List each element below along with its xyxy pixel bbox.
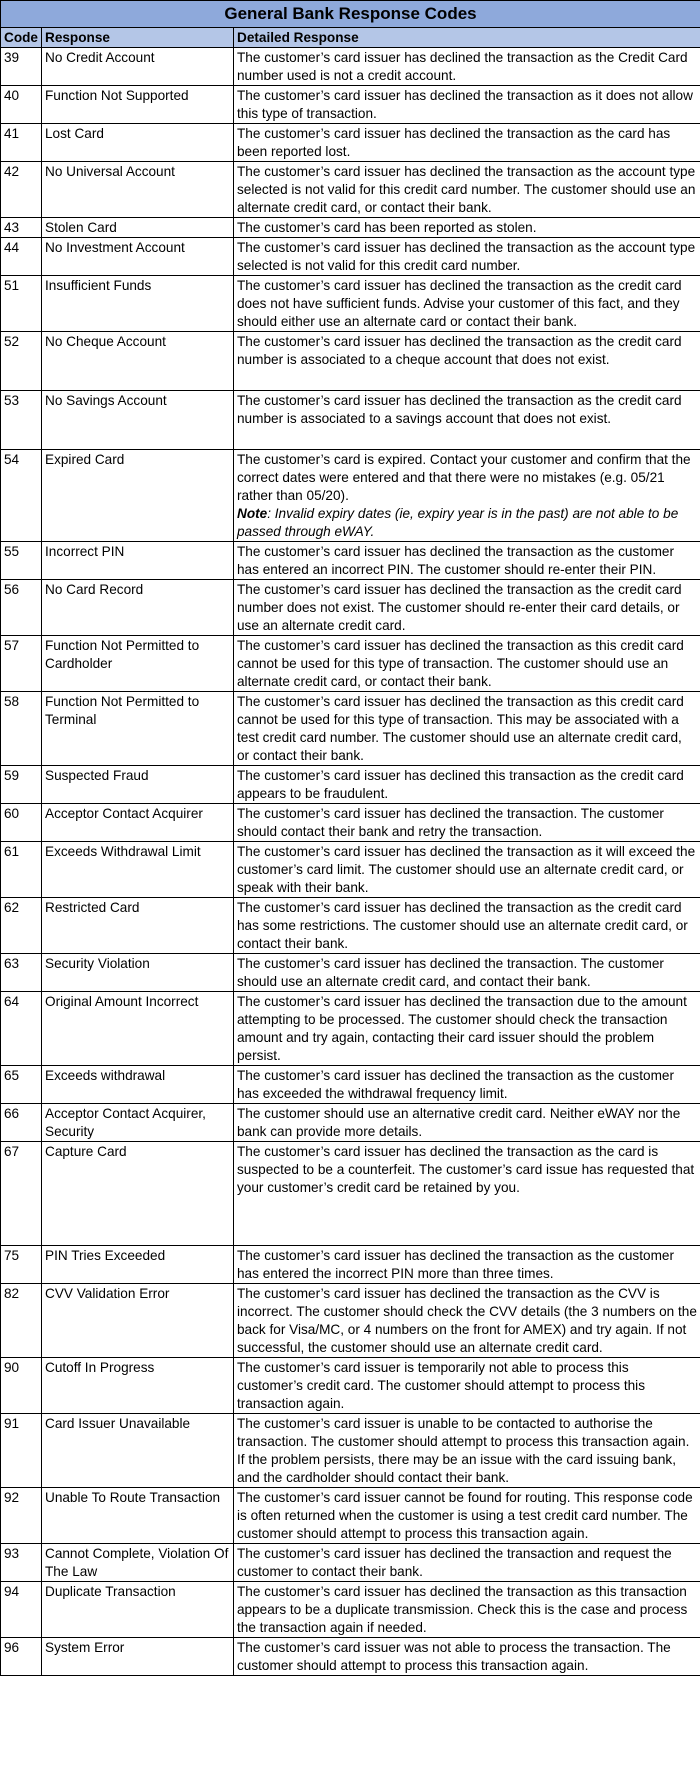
note-text: : Invalid expiry dates (ie, expiry year is in the past) are not able to be passed through eWAY. [237, 506, 679, 539]
detail-text: The customer’s card issuer has declined the transaction as the credit card has some restrictions. The customer should use an alternate credit card, or contact their bank. [237, 900, 688, 951]
response-cell: Unable To Route Transaction [42, 1488, 234, 1544]
detail-text: The customer’s card issuer has declined the transaction and request the customer to contact their bank. [237, 1546, 672, 1579]
response-cell: Security Violation [42, 954, 234, 992]
detail-text: The customer’s card issuer has declined the transaction as the customer has entered an incorrect PIN. The customer should re-enter their PIN. [237, 544, 674, 577]
detail-cell [234, 766, 700, 804]
detail-cell [234, 1414, 700, 1488]
detail-cell [234, 1638, 700, 1676]
detail-cell [234, 1358, 700, 1414]
code-cell: 39 [1, 48, 42, 86]
detail-cell [234, 86, 700, 124]
response-cell: Cutoff In Progress [42, 1358, 234, 1414]
column-header-code: Code [1, 28, 42, 48]
detail-cell [234, 391, 700, 450]
detail-text: The customer’s card issuer has declined this transaction as the credit card appears to be fraudulent. [237, 768, 684, 801]
detail-text: The customer’s card issuer has declined the transaction as the customer has entered the incorrect PIN more than three times. [237, 1248, 674, 1281]
detail-text: The customer’s card issuer has declined the transaction as this transaction appears to be a duplicate transmission. Check this is the case and process the transaction again if needed. [237, 1584, 688, 1635]
table-body [1, 48, 700, 1676]
table-row [1, 1544, 700, 1582]
response-cell: Function Not Permitted to Cardholder [42, 636, 234, 692]
detail-cell [234, 542, 700, 580]
response-cell: Capture Card [42, 1142, 234, 1246]
detail-text: The customer’s card issuer has declined the transaction as the Credit Card number used is not a credit account. [237, 50, 688, 83]
table-row [1, 898, 700, 954]
code-cell: 43 [1, 218, 42, 238]
table-row [1, 1488, 700, 1544]
detail-note [237, 505, 697, 541]
code-cell: 51 [1, 276, 42, 332]
table-row [1, 86, 700, 124]
code-cell: 61 [1, 842, 42, 898]
code-cell: 59 [1, 766, 42, 804]
table-row [1, 450, 700, 542]
table-row [1, 580, 700, 636]
detail-cell [234, 1142, 700, 1246]
detail-cell [234, 1284, 700, 1358]
detail-cell [234, 580, 700, 636]
code-cell: 93 [1, 1544, 42, 1582]
table-row [1, 1142, 700, 1246]
detail-cell [234, 992, 700, 1066]
table-row [1, 692, 700, 766]
response-cell: No Investment Account [42, 238, 234, 276]
response-cell: Expired Card [42, 450, 234, 542]
detail-text: The customer’s card issuer is temporarily not able to process this customer’s credit card. The customer should attempt to process this transaction again. [237, 1360, 645, 1411]
code-cell: 53 [1, 391, 42, 450]
detail-text: The customer’s card issuer has declined the transaction as the card is suspected to be a counterfeit. The customer’s card issue has requested that your customer’s credit card be retained by you. [237, 1144, 695, 1195]
detail-text: The customer’s card issuer has declined the transaction as the CVV is incorrect. The customer should check the CVV details (the 3 numbers on the back for Visa/MC, or 4 numbers on the front for AMEX) and try again. If not successful, the customer should use an alternate credit card. [237, 1286, 697, 1355]
detail-text: The customer’s card issuer has declined the transaction as the card has been reported lost. [237, 126, 671, 159]
detail-text: The customer’s card issuer is unable to be contacted to authorise the transaction. The customer should attempt to process this transaction again. [237, 1416, 690, 1449]
detail-cell [234, 332, 700, 391]
detail-text: The customer’s card issuer was not able to process the transaction. The customer should attempt to process this transaction again. [237, 1640, 671, 1673]
detail-cell [234, 1104, 700, 1142]
code-cell: 94 [1, 1582, 42, 1638]
code-cell: 64 [1, 992, 42, 1066]
response-cell: CVV Validation Error [42, 1284, 234, 1358]
detail-text: The customer’s card issuer has declined the transaction as it will exceed the customer’s card limit. The customer should use an alternate credit card, or speak with their bank. [237, 844, 696, 895]
detail-text: The customer’s card issuer has declined the transaction as the credit card number is associated to a cheque account that does not exist. [237, 334, 682, 367]
table-row [1, 766, 700, 804]
table-row [1, 804, 700, 842]
table-row [1, 1582, 700, 1638]
response-cell: Duplicate Transaction [42, 1582, 234, 1638]
table-row [1, 1246, 700, 1284]
table-row [1, 842, 700, 898]
response-cell: Incorrect PIN [42, 542, 234, 580]
code-cell: 57 [1, 636, 42, 692]
detail-cell [234, 1544, 700, 1582]
response-cell: Exceeds Withdrawal Limit [42, 842, 234, 898]
detail-cell [234, 1066, 700, 1104]
table-row [1, 1066, 700, 1104]
code-cell: 56 [1, 580, 42, 636]
table-row [1, 276, 700, 332]
detail-cell [234, 276, 700, 332]
response-cell: No Savings Account [42, 391, 234, 450]
table-row [1, 1414, 700, 1488]
code-cell: 41 [1, 124, 42, 162]
detail-cell [234, 692, 700, 766]
response-cell: Restricted Card [42, 898, 234, 954]
code-cell: 40 [1, 86, 42, 124]
table-row [1, 391, 700, 450]
column-header-response: Response [42, 28, 234, 48]
code-cell: 60 [1, 804, 42, 842]
response-cell: Function Not Supported [42, 86, 234, 124]
code-cell: 91 [1, 1414, 42, 1488]
detail-text: The customer’s card issuer has declined the transaction as this credit card cannot be used for this type of transaction. The customer should use an alternate credit card, or contact their bank. [237, 638, 684, 689]
detail-text: The customer’s card has been reported as stolen. [237, 220, 537, 235]
code-cell: 52 [1, 332, 42, 391]
response-cell: No Universal Account [42, 162, 234, 218]
detail-text: The customer’s card issuer has declined the transaction as the account type selected is not valid for this credit card number. The customer should use an alternate credit card, or contact their bank. [237, 164, 696, 215]
code-cell: 82 [1, 1284, 42, 1358]
detail-text: The customer’s card issuer has declined the transaction. The customer should contact their bank and retry the transaction. [237, 806, 664, 839]
code-cell: 42 [1, 162, 42, 218]
table-title: General Bank Response Codes [1, 1, 700, 28]
response-cell: Stolen Card [42, 218, 234, 238]
detail-text: The customer’s card issuer has declined the transaction as it does not allow this type of transaction. [237, 88, 693, 121]
detail-cell [234, 1246, 700, 1284]
table-row [1, 124, 700, 162]
table-row [1, 1284, 700, 1358]
table-row [1, 162, 700, 218]
response-cell: No Cheque Account [42, 332, 234, 391]
table-row [1, 542, 700, 580]
response-cell: Acceptor Contact Acquirer, Security [42, 1104, 234, 1142]
detail-cell [234, 218, 700, 238]
code-cell: 54 [1, 450, 42, 542]
table-row [1, 238, 700, 276]
detail-cell [234, 450, 700, 542]
response-cell: Original Amount Incorrect [42, 992, 234, 1066]
detail-cell [234, 898, 700, 954]
detail-text: The customer’s card is expired. Contact your customer and confirm that the correct dates were entered and that there were no mistakes (e.g. 05/21 rather than 05/20). [237, 452, 691, 503]
code-cell: 63 [1, 954, 42, 992]
response-cell: Lost Card [42, 124, 234, 162]
detail-cell [234, 124, 700, 162]
detail-text: The customer’s card issuer has declined the transaction due to the amount attempting to be processed. The customer should check the transaction amount and try again, contacting their card issuer should the problem persist. [237, 994, 687, 1063]
detail-text: The customer’s card issuer has declined the transaction as the credit card number does not exist. The customer should re-enter their card details, or use an alternate credit card. [237, 582, 682, 633]
detail-text: The customer’s card issuer has declined the transaction as the credit card does not have sufficient funds. Advise your customer of this fact, and they should either use an alternate card or contact their bank. [237, 278, 682, 329]
detail-cell [234, 804, 700, 842]
detail-cell [234, 48, 700, 86]
response-cell: System Error [42, 1638, 234, 1676]
code-cell: 58 [1, 692, 42, 766]
table-row [1, 1358, 700, 1414]
table-row [1, 992, 700, 1066]
note-label: Note [237, 506, 268, 521]
table-title-row [1, 1, 700, 28]
detail-cell [234, 238, 700, 276]
code-cell: 44 [1, 238, 42, 276]
response-cell: No Card Record [42, 580, 234, 636]
code-cell: 75 [1, 1246, 42, 1284]
detail-cell [234, 162, 700, 218]
table-row [1, 218, 700, 238]
response-cell: No Credit Account [42, 48, 234, 86]
detail-cell [234, 1488, 700, 1544]
response-cell: Card Issuer Unavailable [42, 1414, 234, 1488]
table-row [1, 954, 700, 992]
code-cell: 66 [1, 1104, 42, 1142]
detail-text: The customer’s card issuer has declined the transaction as the account type selected is not valid for this credit card number. [237, 240, 696, 273]
response-cell: Insufficient Funds [42, 276, 234, 332]
column-header-row [1, 28, 700, 48]
detail-cell [234, 1582, 700, 1638]
detail-cell [234, 842, 700, 898]
code-cell: 92 [1, 1488, 42, 1544]
code-cell: 55 [1, 542, 42, 580]
detail-text: The customer should use an alternative credit card. Neither eWAY nor the bank can provide more details. [237, 1106, 681, 1139]
response-cell: Suspected Fraud [42, 766, 234, 804]
detail-cell [234, 636, 700, 692]
detail-text: The customer’s card issuer has declined the transaction as this credit card cannot be used for this type of transaction. This may be associated with a test credit card number. The customer should use an alternate credit card, or contact their bank. [237, 694, 684, 763]
code-cell: 96 [1, 1638, 42, 1676]
response-cell: Function Not Permitted to Terminal [42, 692, 234, 766]
table-row [1, 636, 700, 692]
response-cell: Cannot Complete, Violation Of The Law [42, 1544, 234, 1582]
detail-text-extra: If the problem persists, there may be an issue with the card issuing bank, and the cardholder should contact their bank. [237, 1452, 676, 1485]
detail-text: The customer’s card issuer cannot be found for routing. This response code is often returned when the customer is using a test credit card number. The customer should attempt to process this transaction again. [237, 1490, 693, 1541]
table-row [1, 1104, 700, 1142]
response-cell: Exceeds withdrawal [42, 1066, 234, 1104]
code-cell: 65 [1, 1066, 42, 1104]
response-cell: PIN Tries Exceeded [42, 1246, 234, 1284]
detail-text: The customer’s card issuer has declined the transaction as the credit card number is associated to a savings account that does not exist. [237, 393, 682, 426]
code-cell: 67 [1, 1142, 42, 1246]
table-row [1, 332, 700, 391]
table-row [1, 1638, 700, 1676]
detail-text: The customer’s card issuer has declined the transaction. The customer should use an alternate credit card, and contact their bank. [237, 956, 664, 989]
detail-text: The customer’s card issuer has declined the transaction as the customer has exceeded the withdrawal frequency limit. [237, 1068, 674, 1101]
code-cell: 62 [1, 898, 42, 954]
detail-cell [234, 954, 700, 992]
column-header-detail: Detailed Response [234, 28, 700, 48]
response-cell: Acceptor Contact Acquirer [42, 804, 234, 842]
table-row [1, 48, 700, 86]
code-cell: 90 [1, 1358, 42, 1414]
